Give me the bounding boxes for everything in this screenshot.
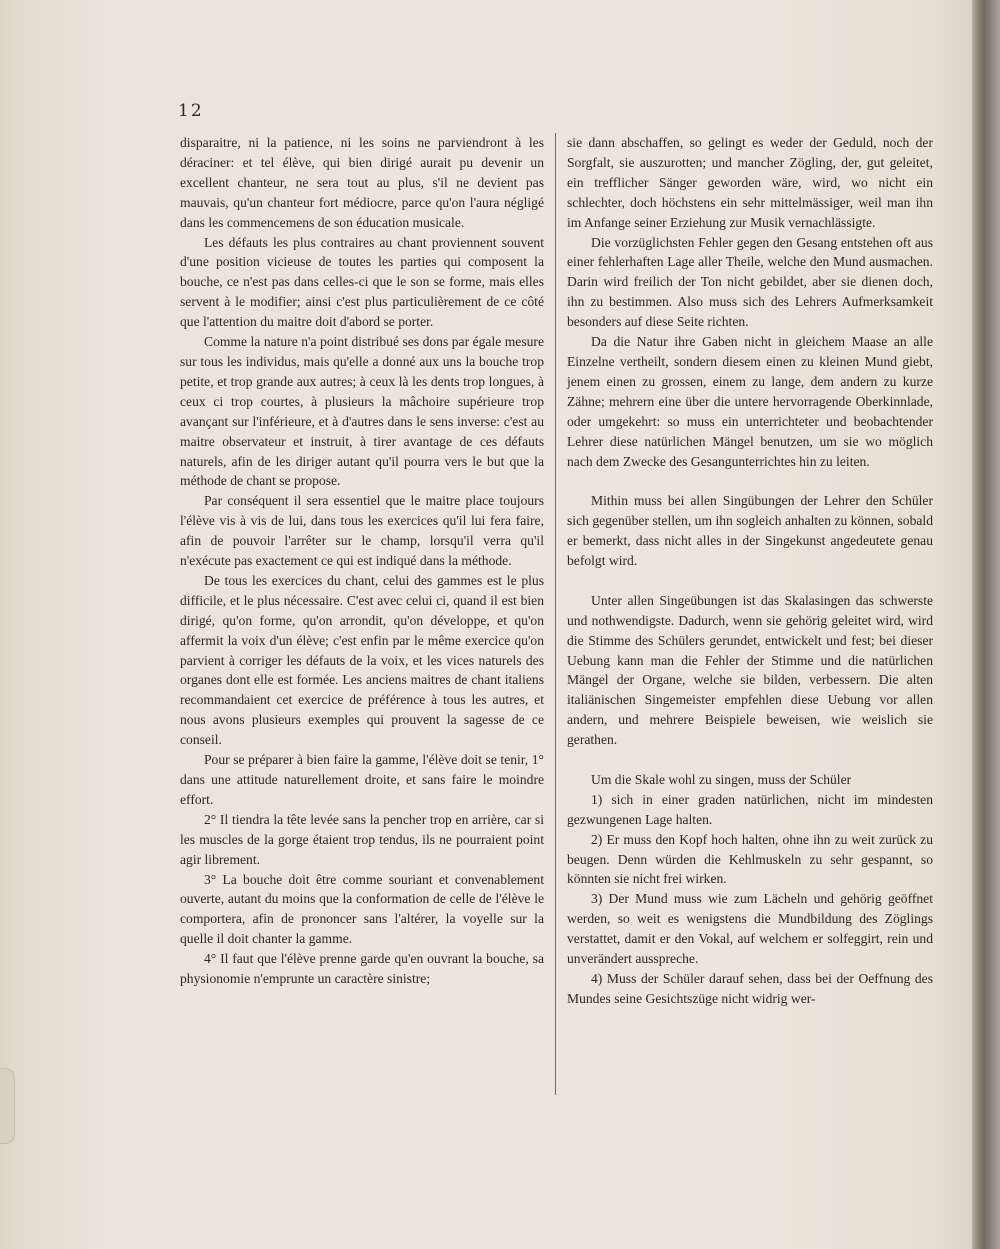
paragraph: 1) sich in einer graden natürlichen, nicht im mindesten gezwungenen Lage halten.: [567, 791, 933, 827]
paragraph: Pour se préparer à bien faire la gamme, l'élève doit se tenir, 1° dans une attitude naturellement droite, et sans faire le moindre effort.: [180, 752, 544, 807]
paragraph: 2° Il tiendra la tête levée sans la pencher trop en arrière, car si les muscles de la gorge étaient trop tendus, ils ne pourraient point agir librement.: [180, 811, 544, 867]
paragraph: Comme la nature n'a point distribué ses dons par égale mesure sur tous les individus, mais qu'elle a donné aux uns la bouche trop petite, et trop grande aux autres; à ceux là les dents trop longues, à ceux ci trop courtes, à plusieurs la mâchoire supérieure trop avançant sur l'inférieure, et à d'autres dans le sens inverse: c'est au maitre observateur et instruit, à tirer avantage de ces défauts naturels, afin de les diriger autant qu'il pourra vers le but que la méthode de chant se propose.: [180, 334, 544, 489]
page-tab-notch: [0, 1068, 15, 1144]
paragraph: Mithin muss bei allen Singübungen der Lehrer den Schüler sich gegenüber stellen, um ihn sogleich anhalten zu können, sobald er bemerkt, dass nicht alles in der Singekunst angedeutete genau befolgt wird.: [567, 493, 933, 569]
book-binding-edge: [972, 0, 1000, 1249]
paragraph: Da die Natur ihre Gaben nicht in gleichem Maase an alle Einzelne vertheilt, sondern diesem einen zu kleinen Mund giebt, jenem einen zu grossen, einem zu lange, dem andern zu kurze Zähne; mehrern eine über die untere hervorragende Oberkinnlade, oder umgekehrt: so muss ein unterrichteter und beobachtender Lehrer diese natürlichen Mängel benutzen, um sie wo möglich nach dem Zwecke des Gesangunterrichtes hin zu leiten.: [567, 334, 933, 469]
paragraph: disparaitre, ni la patience, ni les soins ne parviendront à les déraciner: et tel élève, qui bien dirigé aurait pu devenir un excellent chanteur, ne sera tout au plus, s'il ne devient pas mauvais, qu'un chanteur fort médiocre, parce qu'on l'aura négligé dans les commencemens de son éducation musicale.: [180, 135, 544, 230]
paragraph: Unter allen Singeübungen ist das Skalasingen das schwerste und nothwendigste. Dadurch, wenn sie gehörig geleitet wird, wird die Stimme des Schülers gerundet, entwickelt und fest; bei dieser Uebung kann man die Fehler der Stimme und die natürlichen Mängel der Organe, welche sie bilden, verbessern. Die alten italiänischen Singemeister empfehlen diese Uebung vor allen andern, und mehrere Beispiele beweisen, wie weislich sie gerathen.: [567, 592, 933, 748]
paragraph: 2) Er muss den Kopf hoch halten, ohne ihn zu weit zurück zu beugen. Denn würden die Kehlmuskeln zu sehr gespannt, so könnten sie nicht frei wirken.: [567, 831, 933, 887]
paragraph: 4° Il faut que l'élève prenne garde qu'en ouvrant la bouche, sa physionomie n'emprunte un caractère sinistre;: [180, 951, 544, 987]
paragraph: Die vorzüglichsten Fehler gegen den Gesang entstehen oft aus einer fehlerhaften Lage aller Theile, welche den Mund ausmachen. Darin wird freilich der Ton nicht gebildet, aber sie dienen doch, ihn zu bestimmen. Also muss sich des Lehrers Aufmerksamkeit besonders auf diese Seite richten.: [567, 234, 933, 330]
paragraph: sie dann abschaffen, so gelingt es weder der Geduld, noch der Sorgfalt, sie auszurotten; und mancher Zögling, der, gut geleitet, ein trefflicher Sänger geworden wäre, wird, wo nicht ein schlechter, doch höchstens ein sehr mittelmässiger, weil man ihn im Anfange seiner Erziehung zur Musik vernachlässigte.: [567, 135, 933, 230]
column-divider: [555, 133, 556, 1095]
paragraph: 4) Muss der Schüler darauf sehen, dass bei der Oeffnung des Mundes seine Gesichtszüge nicht widrig wer-: [567, 971, 933, 1006]
paragraph: 3) Der Mund muss wie zum Lächeln und gehörig geöffnet werden, so weit es wenigstens die Mundbildung des Zöglings verstattet, damit er den Vokal, auf welchem er solfeggirt, rein und unverändert ausspreche.: [567, 891, 933, 967]
paragraph: Um die Skale wohl zu singen, muss der Schüler: [591, 771, 852, 787]
paragraph: Les défauts les plus contraires au chant proviennent souvent d'une position vicieuse de toutes les parties qui composent la bouche, ce n'est pas dans celles-ci que le son se forme, mais elles servent à le modifier; ainsi c'est plus particulièrement de ce côté que l'attention du maitre doit d'abord se porter.: [180, 234, 544, 330]
paragraph: Par conséquent il sera essentiel que le maitre place toujours l'élève vis à vis de lui, dans tous les exercices qu'il lui fera faire, afin de pouvoir l'arrêter sur le champ, lorsqu'il verra qu'il n'exécute pas exactement ce qui est indiqué dans la méthode.: [180, 493, 544, 569]
german-text-column: [567, 133, 933, 1009]
paragraph: De tous les exercices du chant, celui des gammes est le plus difficile, et le plus nécessaire. C'est avec celui ci, quand il est bien dirigé, qu'on forme, qu'on arrondit, qu'on développe, et qu'on affermit la voix d'un élève; c'est enfin par le même exercice qu'on parvient à corriger les défauts de la voix, et les vices naturels des organes dont elle est formée. Les anciens maitres de chant italiens recommandaient cet exercice de préférence à tous les autres, et nous avons plusieurs exemples qui prouvent la sagesse de ce conseil.: [180, 572, 544, 748]
paragraph: 3° La bouche doit être comme souriant et convenablement ouverte, autant du moins que la conformation de celle de l'élève le comportera, afin de prononcer sans l'altérer, la voyelle sur la quelle il doit chanter la gamme.: [180, 871, 544, 947]
page-number: 12: [178, 101, 204, 121]
french-text-column: [180, 133, 544, 989]
